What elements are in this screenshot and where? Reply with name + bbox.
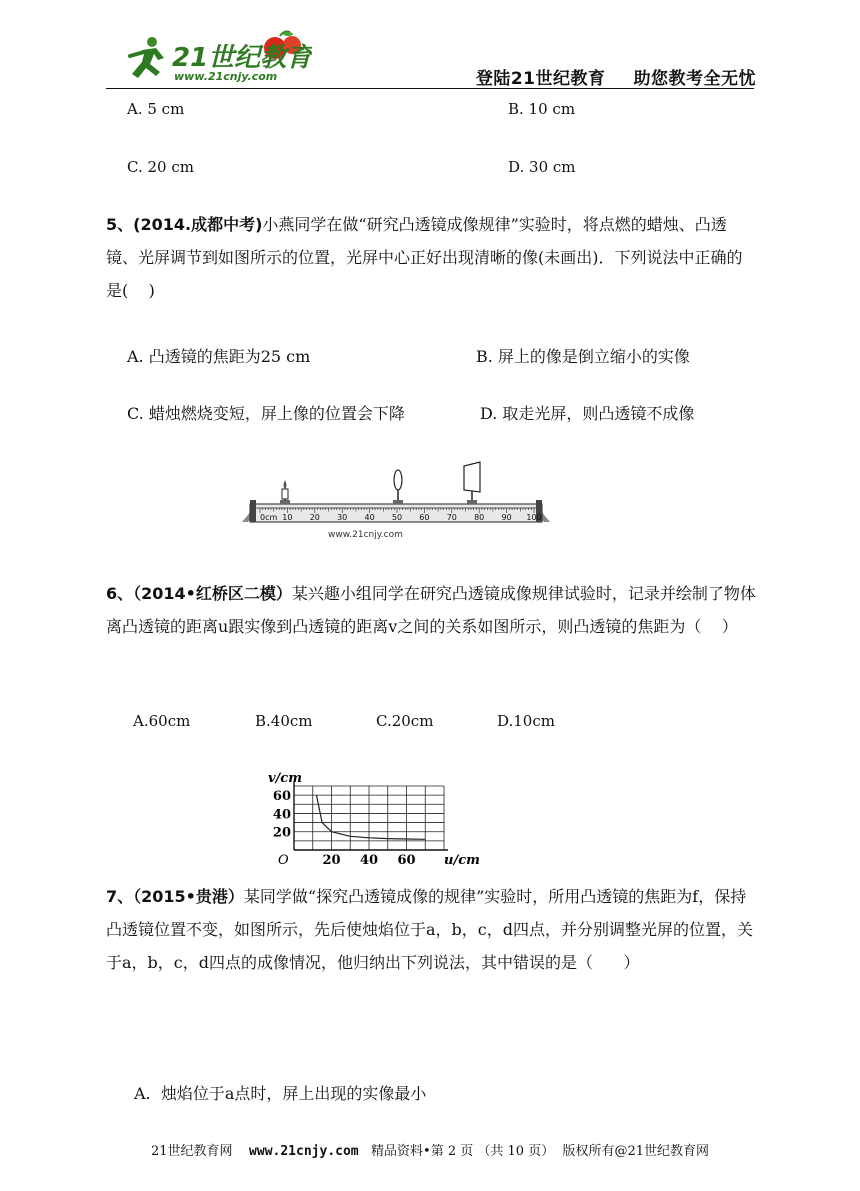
q6-option-b: B.40cm <box>255 712 313 730</box>
y-tick-label: 60 <box>272 789 291 805</box>
bench-tick-label: 100 <box>526 513 542 522</box>
q5-option-b: B. 屏上的像是倒立缩小的实像 <box>476 347 690 366</box>
q6-option-c: C.20cm <box>376 712 434 730</box>
x-tick-label: 40 <box>359 853 379 868</box>
bench-tick-label: 10 <box>282 513 293 522</box>
prev-option-c: C. 20 cm <box>127 158 194 176</box>
question-6-stem <box>106 577 756 643</box>
chart-x-label: u/cm <box>444 853 480 868</box>
site-logo <box>112 28 312 92</box>
footer-copyright: 版权所有@21世纪教育网 <box>562 1144 710 1159</box>
question-6-text: 某兴趣小组同学在研究凸透镜成像规律试验时，记录并绘制了物体离凸透镜的距离u跟实像到凸透镜的距离v之间的关系如图所示，则凸透镜的焦距为（ ） <box>106 584 756 636</box>
candle-icon <box>280 480 290 504</box>
prev-option-d: D. 30 cm <box>508 158 576 176</box>
question-5-number: 5、 <box>106 215 134 234</box>
prev-option-a: A. 5 cm <box>127 100 185 118</box>
q7-option-a: A. 烛焰位于a点时，屏上出现的实像最小 <box>134 1084 427 1103</box>
chart-series-line <box>317 795 426 839</box>
chart-origin: O <box>278 853 289 868</box>
runner-icon <box>130 37 164 78</box>
screen-icon <box>464 462 480 504</box>
chart-y-label: v/cm <box>268 771 302 786</box>
footer-url[interactable]: www.21cnjy.com <box>249 1144 359 1159</box>
bench-tick-label: 50 <box>391 513 403 522</box>
bench-tick-label: 0cm <box>260 513 278 522</box>
bench-left-post <box>250 500 256 522</box>
question-7-stem <box>106 880 756 979</box>
question-5-stem <box>106 208 756 307</box>
question-7-source: （2015•贵港） <box>133 887 244 906</box>
logo-text: 21世纪教育 <box>172 43 312 73</box>
question-6-source: （2014•红桥区二模） <box>133 584 292 603</box>
question-5-text: 小燕同学在做“研究凸透镜成像规律”实验时，将点燃的蜡烛、凸透镜、光屏调节到如图所示的位置，光屏中心正好出现清晰的像(未画出)．下列说法中正确的是( ) <box>106 215 743 300</box>
bench-watermark: www.21cnjy.com <box>328 530 403 540</box>
optical-bench-figure <box>232 456 562 544</box>
question-7-text: 某同学做“探究凸透镜成像的规律”实验时，所用凸透镜的焦距为f，保持凸透镜位置不变，如图所示，先后使烛焰位于a，b，c，d四点，并分别调整光屏的位置，关于a，b，c，d四点的成像情况，他归纳出下列说法，其中错误的是（ ） <box>106 887 753 972</box>
x-tick-label: 20 <box>322 853 341 868</box>
bench-tick-label: 40 <box>364 513 375 522</box>
bench-tick-label: 70 <box>446 513 457 522</box>
prev-option-b: B. 10 cm <box>508 100 576 118</box>
q6-option-a: A.60cm <box>133 712 191 730</box>
q5-option-d: D. 取走光屏，则凸透镜不成像 <box>480 404 695 423</box>
header-slogan <box>476 64 756 89</box>
question-6-number: 6、 <box>106 584 134 603</box>
x-tick-label: 60 <box>397 853 416 868</box>
uv-chart <box>262 768 492 868</box>
lens-icon <box>393 470 403 504</box>
footer-site: 21世纪教育网 <box>150 1144 233 1159</box>
question-5-source: (2014.成都中考) <box>133 215 263 234</box>
slogan-right: 助您教考全无忧 <box>633 69 756 89</box>
bench-tick-label: 60 <box>419 513 430 522</box>
bench-tick-label: 90 <box>501 513 512 522</box>
question-7-number: 7、 <box>106 887 134 906</box>
bench-tick-label: 20 <box>309 513 320 522</box>
q5-option-a: A. 凸透镜的焦距为25 cm <box>127 347 311 366</box>
slogan-left: 登陆21世纪教育 <box>475 69 606 89</box>
y-tick-label: 40 <box>272 807 291 823</box>
logo-url: www.21cnjy.com <box>174 70 278 83</box>
bench-tick-label: 30 <box>337 513 348 522</box>
bench-tick-label: 80 <box>474 513 485 522</box>
footer-page: 第 2 页 （共 10 页） <box>430 1144 555 1159</box>
q5-option-c: C. 蜡烛燃烧变短，屏上像的位置会下降 <box>127 404 405 423</box>
header-divider <box>106 88 754 89</box>
footer-label: 精品资料 <box>371 1144 424 1159</box>
q6-option-d: D.10cm <box>497 712 555 730</box>
y-tick-label: 20 <box>272 825 291 841</box>
page-footer: 21世纪教育网 www.21cnjy.com 精品资料•第 2 页 （共 10 页） 版权所有@21世纪教育网 <box>150 1144 710 1159</box>
